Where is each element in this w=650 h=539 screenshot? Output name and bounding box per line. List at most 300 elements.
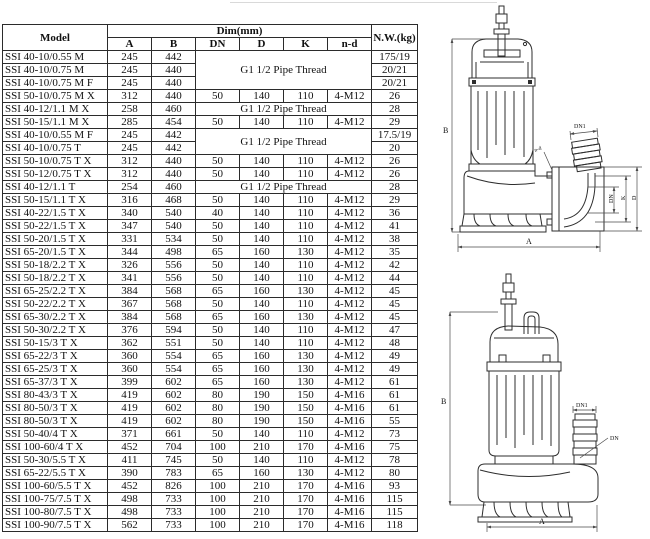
cable-gland (494, 6, 509, 56)
table-cell: 160 (240, 376, 284, 389)
table-row (3, 298, 418, 311)
table-row (3, 389, 418, 402)
table-cell: 20/21 (372, 64, 418, 77)
table-row (3, 350, 418, 363)
table-cell: 130 (284, 285, 328, 298)
table-cell: SSI 65-25/2.2 T X (3, 285, 108, 298)
table-row (3, 207, 418, 220)
table-cell: 4-M16 (328, 493, 372, 506)
table-header-row-1 (3, 25, 418, 38)
table-cell: 65 (196, 363, 240, 376)
table-cell: 50 (196, 90, 240, 103)
table-cell: 42 (372, 259, 418, 272)
table-cell: SSI 65-22/3 T X (3, 350, 108, 363)
table-cell: 419 (108, 389, 152, 402)
table-cell: 4-M12 (328, 246, 372, 259)
table-cell: SSI 40-10/0.75 M F (3, 77, 108, 90)
table-row (3, 181, 418, 194)
table-cell: 150 (284, 402, 328, 415)
table-cell: 50 (196, 233, 240, 246)
table-cell: 440 (152, 64, 196, 77)
table-cell: SSI 50-22/1.5 T X (3, 220, 108, 233)
table-cell: 4-M16 (328, 506, 372, 519)
table-cell: 384 (108, 311, 152, 324)
table-cell: 4-M12 (328, 194, 372, 207)
table-cell: 140 (240, 194, 284, 207)
table-cell: 110 (284, 233, 328, 246)
header-nw: N.W.(kg) (372, 25, 418, 51)
table-cell: 4-M12 (328, 350, 372, 363)
table-row (3, 259, 418, 272)
table-cell: 50 (196, 337, 240, 350)
table-cell: 29 (372, 194, 418, 207)
table-cell: 115 (372, 493, 418, 506)
table-row (3, 155, 418, 168)
table-cell: 115 (372, 506, 418, 519)
table-cell: G1 1/2 Pipe Thread (196, 103, 372, 116)
table-cell: 110 (284, 272, 328, 285)
table-cell: 140 (240, 90, 284, 103)
table-cell: 40 (196, 207, 240, 220)
table-cell: G1 1/2 Pipe Thread (196, 51, 372, 90)
table-cell: SSI 40-10/0.75 M (3, 64, 108, 77)
table-cell: 4-M12 (328, 311, 372, 324)
table-cell: SSI 100-60/5.5 T X (3, 480, 108, 493)
table-cell: 160 (240, 363, 284, 376)
clamp-ring (469, 78, 535, 86)
table-cell: 360 (108, 363, 152, 376)
table-cell: SSI 80-50/3 T X (3, 415, 108, 428)
table-cell: 4-M12 (328, 428, 372, 441)
table-cell: 4-M12 (328, 376, 372, 389)
volute-and-base (478, 456, 598, 522)
table-cell: 130 (284, 350, 328, 363)
table-cell: SSI 40-12/1.1 M X (3, 103, 108, 116)
table-cell: 4-M12 (328, 324, 372, 337)
table-cell: 100 (196, 441, 240, 454)
table-cell: 170 (284, 480, 328, 493)
table-cell: 50 (196, 116, 240, 129)
table-cell: 498 (108, 493, 152, 506)
table-cell: SSI 65-30/2.2 T X (3, 311, 108, 324)
table-cell: G1 1/2 Pipe Thread (196, 129, 372, 155)
table-cell: 460 (152, 181, 196, 194)
table-cell: 100 (196, 480, 240, 493)
table-cell: 130 (284, 376, 328, 389)
motor-housing (472, 39, 532, 78)
table-cell: 110 (284, 168, 328, 181)
table-cell: 26 (372, 168, 418, 181)
dim-label-a: A (539, 517, 545, 526)
table-cell: 556 (152, 272, 196, 285)
table-cell: 245 (108, 77, 152, 90)
table-cell: 316 (108, 194, 152, 207)
table-cell: 160 (240, 350, 284, 363)
table-cell: G1 1/2 Pipe Thread (196, 181, 372, 194)
table-cell: 783 (152, 467, 196, 480)
table-cell: 50 (196, 259, 240, 272)
table-cell: 50 (196, 428, 240, 441)
table-cell: SSI 50-18/2.2 T X (3, 272, 108, 285)
table-cell: 4-M16 (328, 519, 372, 532)
table-cell: 442 (152, 142, 196, 155)
table-cell: 568 (152, 285, 196, 298)
table-cell: SSI 50-15/1.1 T X (3, 194, 108, 207)
table-cell: 190 (240, 402, 284, 415)
table-cell: 17.5/19 (372, 129, 418, 142)
table-row (3, 90, 418, 103)
table-row (3, 402, 418, 415)
table-cell: 29 (372, 116, 418, 129)
table-row (3, 129, 418, 142)
table-row (3, 51, 418, 64)
table-cell: 390 (108, 467, 152, 480)
table-cell: 4-M12 (328, 337, 372, 350)
table-cell: 28 (372, 103, 418, 116)
table-cell: SSI 100-60/4 T X (3, 441, 108, 454)
table-cell: 50 (196, 324, 240, 337)
table-cell: 26 (372, 90, 418, 103)
table-cell: 4-M12 (328, 168, 372, 181)
table-cell: SSI 65-22/5.5 T X (3, 467, 108, 480)
table-cell: 468 (152, 194, 196, 207)
table-cell: 376 (108, 324, 152, 337)
table-cell: 50 (196, 454, 240, 467)
table-row (3, 480, 418, 493)
table-cell: 170 (284, 506, 328, 519)
dim-label-dn: DN (609, 194, 615, 203)
table-cell: 130 (284, 467, 328, 480)
table-cell: 65 (196, 311, 240, 324)
table-cell: 419 (108, 415, 152, 428)
table-cell: 562 (108, 519, 152, 532)
table-cell: 50 (196, 298, 240, 311)
table-cell: SSI 40-10/0.55 M (3, 51, 108, 64)
table-cell: 175/19 (372, 51, 418, 64)
table-cell: 594 (152, 324, 196, 337)
table-cell: 80 (196, 402, 240, 415)
table-cell: 4-M12 (328, 220, 372, 233)
table-cell: 160 (240, 285, 284, 298)
dimension-table (2, 24, 418, 532)
table-cell: 45 (372, 298, 418, 311)
table-cell: 4-M12 (328, 454, 372, 467)
table-cell: 110 (284, 298, 328, 311)
table-cell: 110 (284, 454, 328, 467)
table-cell: 110 (284, 207, 328, 220)
table-row (3, 324, 418, 337)
table-cell: 78 (372, 454, 418, 467)
table-cell: 140 (240, 298, 284, 311)
table-cell: SSI 100-90/7.5 T X (3, 519, 108, 532)
table-cell: 110 (284, 428, 328, 441)
table-cell: 140 (240, 272, 284, 285)
outlet-elbow (547, 167, 604, 231)
table-cell: 140 (240, 220, 284, 233)
table-cell: 556 (152, 259, 196, 272)
table-cell: 210 (240, 506, 284, 519)
pump-casing (489, 371, 559, 456)
table-cell: 170 (284, 441, 328, 454)
header-col-dn: DN (196, 38, 240, 51)
table-cell: SSI 50-20/1.5 T X (3, 233, 108, 246)
table-cell: 65 (196, 285, 240, 298)
header-col-d: D (240, 38, 284, 51)
table-cell: 347 (108, 220, 152, 233)
table-cell: 73 (372, 428, 418, 441)
table-cell: 65 (196, 350, 240, 363)
table-cell: 35 (372, 246, 418, 259)
table-cell: 245 (108, 142, 152, 155)
table-cell: 210 (240, 480, 284, 493)
table-cell: 4-M16 (328, 389, 372, 402)
table-cell: 704 (152, 441, 196, 454)
table-cell: 568 (152, 311, 196, 324)
table-cell: 554 (152, 363, 196, 376)
table-row (3, 454, 418, 467)
table-cell: 733 (152, 506, 196, 519)
table-cell: 602 (152, 415, 196, 428)
table-cell: 75 (372, 441, 418, 454)
table-cell: SSI 80-43/3 T X (3, 389, 108, 402)
table-cell: 568 (152, 298, 196, 311)
table-cell: 118 (372, 519, 418, 532)
table-cell: 140 (240, 116, 284, 129)
table-cell: 745 (152, 454, 196, 467)
table-cell: 36 (372, 207, 418, 220)
table-cell: 360 (108, 350, 152, 363)
dim-label-dn: DN (610, 436, 619, 442)
pump-casing (471, 86, 533, 164)
table-cell: 367 (108, 298, 152, 311)
table-row (3, 428, 418, 441)
table-row (3, 376, 418, 389)
table-cell: SSI 50-10/0.75 T X (3, 155, 108, 168)
table-cell: 4-M12 (328, 298, 372, 311)
table-cell: 140 (240, 168, 284, 181)
table-cell: 534 (152, 233, 196, 246)
table-cell: 4-M16 (328, 415, 372, 428)
table-cell: 80 (372, 467, 418, 480)
table-cell: 100 (196, 519, 240, 532)
table-cell: SSI 65-37/3 T X (3, 376, 108, 389)
table-cell: 50 (196, 168, 240, 181)
table-header (3, 25, 418, 51)
table-cell: 454 (152, 116, 196, 129)
table-cell: 47 (372, 324, 418, 337)
dim-label-dn1: DN1 (576, 403, 588, 409)
table-cell: 50 (196, 194, 240, 207)
table-cell: 110 (284, 220, 328, 233)
table-cell: 4-M12 (328, 155, 372, 168)
table-cell: 540 (152, 220, 196, 233)
table-cell: 130 (284, 363, 328, 376)
table-cell: 110 (284, 259, 328, 272)
table-cell: 340 (108, 207, 152, 220)
table-cell: 551 (152, 337, 196, 350)
table-cell: 65 (196, 376, 240, 389)
table-row (3, 415, 418, 428)
table-cell: 384 (108, 285, 152, 298)
table-cell: 140 (240, 324, 284, 337)
table-cell: 41 (372, 220, 418, 233)
table-cell: 245 (108, 129, 152, 142)
header-col-a: A (108, 38, 152, 51)
table-row (3, 363, 418, 376)
table-cell: 110 (284, 324, 328, 337)
table-row (3, 506, 418, 519)
pump-diagram-hose-outlet (440, 270, 650, 539)
table-cell: 442 (152, 129, 196, 142)
table-cell: 4-M12 (328, 259, 372, 272)
table-cell: 4-M12 (328, 363, 372, 376)
table-row (3, 272, 418, 285)
table-cell: 140 (240, 259, 284, 272)
table-cell: 210 (240, 493, 284, 506)
table-cell: 61 (372, 402, 418, 415)
table-cell: 371 (108, 428, 152, 441)
table-cell: 399 (108, 376, 152, 389)
table-cell: 160 (240, 311, 284, 324)
table-body (3, 51, 418, 532)
table-cell: 733 (152, 519, 196, 532)
table-cell: 826 (152, 480, 196, 493)
table-cell: 4-M16 (328, 480, 372, 493)
table-cell: 140 (240, 428, 284, 441)
table-cell: 150 (284, 389, 328, 402)
table-cell: 100 (196, 506, 240, 519)
table-row (3, 441, 418, 454)
table-cell: 140 (240, 233, 284, 246)
table-cell: 170 (284, 493, 328, 506)
table-cell: 312 (108, 155, 152, 168)
table-cell: SSI 40-12/1.1 T (3, 181, 108, 194)
table-cell: 258 (108, 103, 152, 116)
table-cell: 50 (196, 155, 240, 168)
table-cell: 440 (152, 155, 196, 168)
table-cell: SSI 65-25/3 T X (3, 363, 108, 376)
table-cell: 285 (108, 116, 152, 129)
table-cell: 245 (108, 51, 152, 64)
table-cell: 160 (240, 246, 284, 259)
header-col-nd: n-d (328, 38, 372, 51)
table-cell: 362 (108, 337, 152, 350)
table-cell: 440 (152, 168, 196, 181)
table-cell: 452 (108, 441, 152, 454)
table-row (3, 467, 418, 480)
table-cell: 170 (284, 519, 328, 532)
table-cell: 341 (108, 272, 152, 285)
table-cell: 20 (372, 142, 418, 155)
dim-label-dn1-top: DN1 (574, 124, 586, 130)
table-cell: 28 (372, 181, 418, 194)
table-row (3, 311, 418, 324)
table-cell: 4-M12 (328, 207, 372, 220)
table-cell: 540 (152, 207, 196, 220)
table-cell: 498 (152, 246, 196, 259)
dim-label-b: B (443, 126, 449, 135)
table-cell: 602 (152, 389, 196, 402)
table-cell: 733 (152, 493, 196, 506)
table-cell: 245 (108, 64, 152, 77)
table-cell: 452 (108, 480, 152, 493)
table-row (3, 194, 418, 207)
table-row (3, 246, 418, 259)
table-cell: SSI 100-80/7.5 T X (3, 506, 108, 519)
table-cell: 65 (196, 467, 240, 480)
header-dim: Dim(mm) (108, 25, 372, 38)
table-cell: SSI 40-22/1.5 T X (3, 207, 108, 220)
table-cell: 140 (240, 155, 284, 168)
table-cell: 44 (372, 272, 418, 285)
table-cell: 4-M12 (328, 233, 372, 246)
dim-label-d: D (632, 195, 638, 200)
table-cell: 26 (372, 155, 418, 168)
pump-diagram-elbow-outlet (440, 0, 650, 270)
table-cell: 110 (284, 90, 328, 103)
header-col-b: B (152, 38, 196, 51)
volute-and-base (460, 164, 552, 232)
table-cell: 50 (196, 272, 240, 285)
table-cell: 312 (108, 168, 152, 181)
table-row (3, 233, 418, 246)
table-cell: 130 (284, 246, 328, 259)
table-cell: 48 (372, 337, 418, 350)
table-cell: 160 (240, 467, 284, 480)
dim-label-k: K (621, 195, 627, 200)
table-cell: SSI 80-50/3 T X (3, 402, 108, 415)
table-cell: 110 (284, 194, 328, 207)
clamp-ring (487, 362, 561, 371)
table-cell: 4-M12 (328, 90, 372, 103)
table-cell: SSI 50-30/2.2 T X (3, 324, 108, 337)
table-cell: 419 (108, 402, 152, 415)
table-cell: 80 (196, 415, 240, 428)
table-cell: 65 (196, 246, 240, 259)
table-cell: 411 (108, 454, 152, 467)
table-cell: 93 (372, 480, 418, 493)
table-cell: 4-M12 (328, 116, 372, 129)
table-cell: SSI 40-10/0.55 M F (3, 129, 108, 142)
table-cell: 344 (108, 246, 152, 259)
table-cell: 49 (372, 363, 418, 376)
table-cell: SSI 50-12/0.75 T X (3, 168, 108, 181)
table-cell: 312 (108, 90, 152, 103)
table-cell: 440 (152, 90, 196, 103)
header-col-k: K (284, 38, 328, 51)
table-cell: 602 (152, 402, 196, 415)
table-cell: SSI 50-10/0.75 M X (3, 90, 108, 103)
table-row (3, 220, 418, 233)
table-cell: SSI 50-15/3 T X (3, 337, 108, 350)
table-cell: 4-M12 (328, 285, 372, 298)
table-cell: 130 (284, 311, 328, 324)
table-cell: 4-M16 (328, 441, 372, 454)
table-cell: 4-M12 (328, 467, 372, 480)
table-cell: 55 (372, 415, 418, 428)
hose-coupling (573, 414, 597, 464)
header-model: Model (3, 25, 108, 51)
table-cell: 110 (284, 155, 328, 168)
table-cell: 150 (284, 415, 328, 428)
table-cell: 460 (152, 103, 196, 116)
table-cell: 4-M16 (328, 402, 372, 415)
table-cell: 140 (240, 207, 284, 220)
table-cell: 80 (196, 389, 240, 402)
table-row (3, 285, 418, 298)
table-cell: 140 (240, 337, 284, 350)
table-cell: SSI 50-40/4 T X (3, 428, 108, 441)
